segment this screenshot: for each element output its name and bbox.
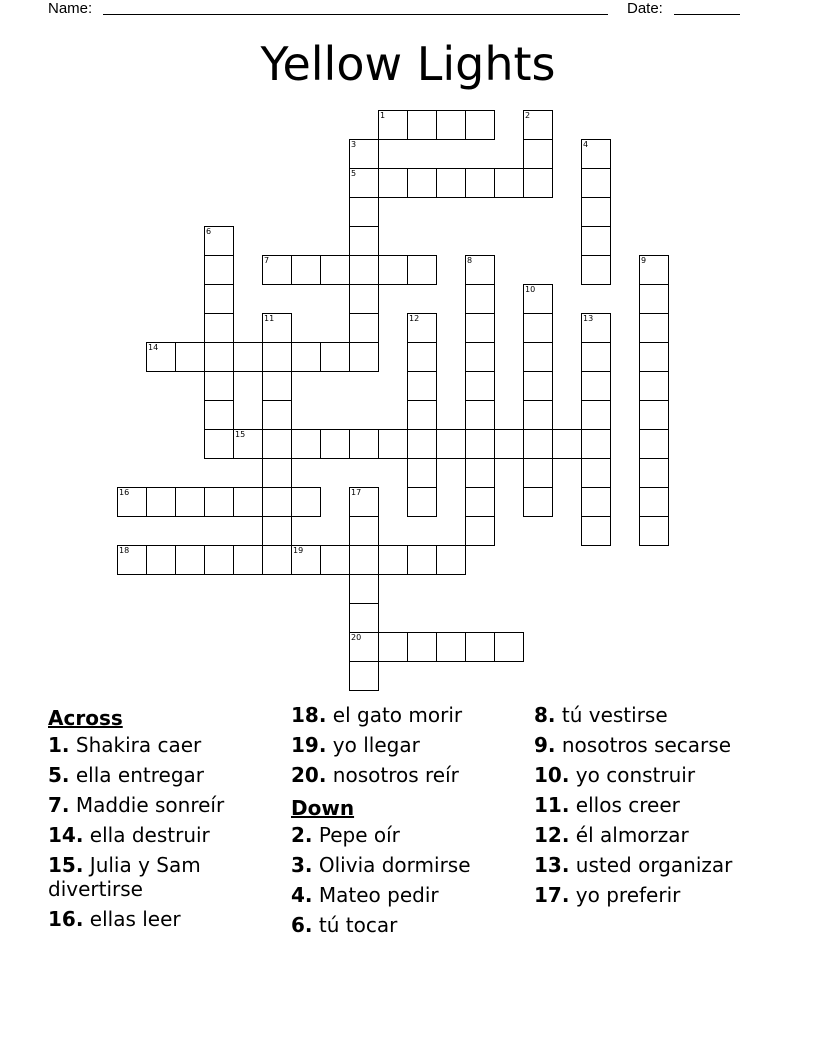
cell-number: 11: [264, 314, 275, 323]
grid-cell[interactable]: [407, 313, 437, 343]
grid-cell[interactable]: [262, 458, 292, 488]
grid-cell[interactable]: [349, 168, 379, 198]
grid-cell[interactable]: [349, 284, 379, 314]
grid-cell[interactable]: [262, 313, 292, 343]
grid-cell[interactable]: [465, 110, 495, 140]
cell-number: 4: [583, 140, 589, 149]
name-label: Name:: [48, 0, 93, 17]
grid-cell[interactable]: [262, 400, 292, 430]
clue-down: 11. ellos creer: [534, 793, 680, 817]
grid-cell[interactable]: [465, 313, 495, 343]
grid-cell[interactable]: [291, 487, 321, 517]
grid-cell[interactable]: [349, 226, 379, 256]
clue-across: 18. el gato morir: [291, 703, 463, 727]
grid-cell[interactable]: [523, 110, 553, 140]
grid-cell[interactable]: [581, 400, 611, 430]
cell-number: 19: [293, 546, 304, 555]
grid-cell[interactable]: [465, 487, 495, 517]
grid-cell[interactable]: [494, 632, 524, 662]
cell-number: 7: [264, 256, 270, 265]
grid-cell[interactable]: [204, 226, 234, 256]
grid-cell[interactable]: [436, 545, 466, 575]
grid-cell[interactable]: [523, 400, 553, 430]
grid-cell[interactable]: [378, 545, 408, 575]
grid-cell[interactable]: [146, 487, 176, 517]
grid-cell[interactable]: [581, 516, 611, 546]
clue-across: 19. yo llegar: [291, 733, 420, 757]
grid-cell[interactable]: [436, 632, 466, 662]
grid-cell[interactable]: [552, 429, 582, 459]
grid-cell[interactable]: [639, 400, 669, 430]
grid-cell[interactable]: [639, 313, 669, 343]
grid-cell[interactable]: [349, 197, 379, 227]
grid-cell[interactable]: [146, 342, 176, 372]
grid-cell[interactable]: [291, 429, 321, 459]
grid-cell[interactable]: [349, 342, 379, 372]
grid-cell[interactable]: [291, 342, 321, 372]
grid-cell[interactable]: [407, 400, 437, 430]
grid-cell[interactable]: [262, 545, 292, 575]
cell-number: 20: [351, 633, 362, 642]
clue-down: 12. él almorzar: [534, 823, 689, 847]
grid-cell[interactable]: [349, 574, 379, 604]
grid-cell[interactable]: [465, 632, 495, 662]
grid-cell[interactable]: [378, 168, 408, 198]
grid-cell[interactable]: [581, 458, 611, 488]
grid-cell[interactable]: [349, 313, 379, 343]
cell-number: 1: [380, 111, 386, 120]
clue-column-1: [48, 703, 278, 937]
grid-cell[interactable]: [262, 371, 292, 401]
grid-cell[interactable]: [320, 255, 350, 285]
grid-cell[interactable]: [349, 429, 379, 459]
cell-number: 16: [119, 488, 130, 497]
grid-cell[interactable]: [349, 632, 379, 662]
grid-cell[interactable]: [523, 429, 553, 459]
cell-number: 14: [148, 343, 159, 352]
grid-cell[interactable]: [465, 168, 495, 198]
grid-cell[interactable]: [117, 487, 147, 517]
grid-cell[interactable]: [465, 255, 495, 285]
grid-cell[interactable]: [465, 458, 495, 488]
across-heading: Across: [48, 706, 123, 730]
grid-cell[interactable]: [407, 545, 437, 575]
clue-down: 6. tú tocar: [291, 913, 398, 937]
grid-cell[interactable]: [407, 632, 437, 662]
grid-cell[interactable]: [407, 342, 437, 372]
cell-number: 9: [641, 256, 647, 265]
clue-down: 17. yo preferir: [534, 883, 681, 907]
grid-cell[interactable]: [581, 371, 611, 401]
grid-cell[interactable]: [407, 487, 437, 517]
clue-across: 14. ella destruir: [48, 823, 210, 847]
clue-across: 16. ellas leer: [48, 907, 181, 931]
grid-cell[interactable]: [407, 371, 437, 401]
grid-cell[interactable]: [465, 429, 495, 459]
grid-cell[interactable]: [233, 487, 263, 517]
grid-cell[interactable]: [175, 487, 205, 517]
grid-cell[interactable]: [175, 545, 205, 575]
clue-across: 20. nosotros reír: [291, 763, 459, 787]
grid-cell[interactable]: [581, 342, 611, 372]
grid-cell[interactable]: [291, 545, 321, 575]
grid-cell[interactable]: [581, 168, 611, 198]
grid-cell[interactable]: [378, 110, 408, 140]
clue-down: 8. tú vestirse: [534, 703, 668, 727]
grid-cell[interactable]: [523, 168, 553, 198]
grid-cell[interactable]: [146, 545, 176, 575]
grid-cell[interactable]: [407, 110, 437, 140]
grid-cell[interactable]: [465, 516, 495, 546]
grid-cell[interactable]: [262, 429, 292, 459]
grid-cell[interactable]: [581, 313, 611, 343]
cell-number: 2: [525, 111, 531, 120]
grid-cell[interactable]: [407, 429, 437, 459]
grid-cell[interactable]: [523, 313, 553, 343]
clue-across: 1. Shakira caer: [48, 733, 202, 757]
grid-cell[interactable]: [581, 487, 611, 517]
cell-number: 3: [351, 140, 357, 149]
clue-down: 13. usted organizar: [534, 853, 733, 877]
clue-down: 9. nosotros secarse: [534, 733, 732, 757]
clue-down: 2. Pepe oír: [291, 823, 400, 847]
grid-cell[interactable]: [349, 255, 379, 285]
grid-cell[interactable]: [639, 487, 669, 517]
grid-cell[interactable]: [581, 139, 611, 169]
grid-cell[interactable]: [233, 545, 263, 575]
grid-cell[interactable]: [581, 226, 611, 256]
grid-cell[interactable]: [639, 458, 669, 488]
grid-cell[interactable]: [639, 371, 669, 401]
grid-cell[interactable]: [175, 342, 205, 372]
grid-cell[interactable]: [523, 342, 553, 372]
clue-column-2: [291, 703, 523, 943]
grid-cell[interactable]: [349, 487, 379, 517]
grid-cell[interactable]: [639, 284, 669, 314]
grid-cell[interactable]: [233, 429, 263, 459]
grid-cell[interactable]: [204, 255, 234, 285]
grid-cell[interactable]: [320, 429, 350, 459]
cell-number: 8: [467, 256, 473, 265]
clue-across: 5. ella entregar: [48, 763, 204, 787]
grid-cell[interactable]: [494, 168, 524, 198]
clue-column-3: [534, 703, 774, 913]
clue-down: 3. Olivia dormirse: [291, 853, 471, 877]
grid-cell[interactable]: [349, 516, 379, 546]
grid-cell[interactable]: [639, 516, 669, 546]
grid-cell[interactable]: [204, 400, 234, 430]
grid-cell[interactable]: [204, 371, 234, 401]
grid-cell[interactable]: [204, 342, 234, 372]
clue-across: 7. Maddie sonreír: [48, 793, 225, 817]
grid-cell[interactable]: [378, 632, 408, 662]
grid-cell[interactable]: [117, 545, 147, 575]
grid-cell[interactable]: [204, 284, 234, 314]
grid-cell[interactable]: [639, 342, 669, 372]
grid-cell[interactable]: [465, 284, 495, 314]
grid-cell[interactable]: [465, 342, 495, 372]
grid-cell[interactable]: [436, 168, 466, 198]
cell-number: 17: [351, 488, 362, 497]
grid-cell[interactable]: [320, 545, 350, 575]
grid-cell[interactable]: [204, 429, 234, 459]
grid-cell[interactable]: [262, 255, 292, 285]
grid-cell[interactable]: [581, 197, 611, 227]
grid-cell[interactable]: [436, 429, 466, 459]
down-heading: Down: [291, 796, 355, 820]
grid-cell[interactable]: [523, 139, 553, 169]
grid-cell[interactable]: [465, 400, 495, 430]
grid-cell[interactable]: [233, 342, 263, 372]
date-label: Date:: [627, 0, 663, 17]
grid-cell[interactable]: [262, 342, 292, 372]
grid-cell[interactable]: [262, 516, 292, 546]
grid-cell[interactable]: [523, 284, 553, 314]
grid-cell[interactable]: [407, 168, 437, 198]
grid-cell[interactable]: [320, 342, 350, 372]
grid-cell[interactable]: [639, 255, 669, 285]
grid-cell[interactable]: [407, 255, 437, 285]
cell-number: 12: [409, 314, 420, 323]
grid-cell[interactable]: [349, 661, 379, 691]
puzzle-title: Yellow Lights: [260, 37, 556, 91]
clue-down: 4. Mateo pedir: [291, 883, 439, 907]
grid-cell[interactable]: [523, 458, 553, 488]
grid-cell[interactable]: [378, 429, 408, 459]
grid-cell[interactable]: [378, 255, 408, 285]
cell-number: 18: [119, 546, 130, 555]
grid-cell[interactable]: [523, 487, 553, 517]
grid-cell[interactable]: [349, 545, 379, 575]
grid-cell[interactable]: [349, 603, 379, 633]
grid-cell[interactable]: [291, 255, 321, 285]
grid-cell[interactable]: [436, 110, 466, 140]
grid-cell[interactable]: [581, 255, 611, 285]
cell-number: 6: [206, 227, 212, 236]
grid-cell[interactable]: [639, 429, 669, 459]
grid-cell[interactable]: [204, 313, 234, 343]
grid-cell[interactable]: [465, 371, 495, 401]
grid-cell[interactable]: [494, 429, 524, 459]
grid-cell[interactable]: [581, 429, 611, 459]
grid-cell[interactable]: [523, 371, 553, 401]
cell-number: 15: [235, 430, 246, 439]
cell-number: 10: [525, 285, 536, 294]
clue-down: 10. yo construir: [534, 763, 696, 787]
clue-across: 15. Julia y Sam divertirse: [48, 853, 201, 901]
grid-cell[interactable]: [262, 487, 292, 517]
grid-cell[interactable]: [204, 487, 234, 517]
grid-cell[interactable]: [407, 458, 437, 488]
cell-number: 5: [351, 169, 357, 178]
grid-cell[interactable]: [204, 545, 234, 575]
grid-cell[interactable]: [349, 139, 379, 169]
cell-number: 13: [583, 314, 594, 323]
